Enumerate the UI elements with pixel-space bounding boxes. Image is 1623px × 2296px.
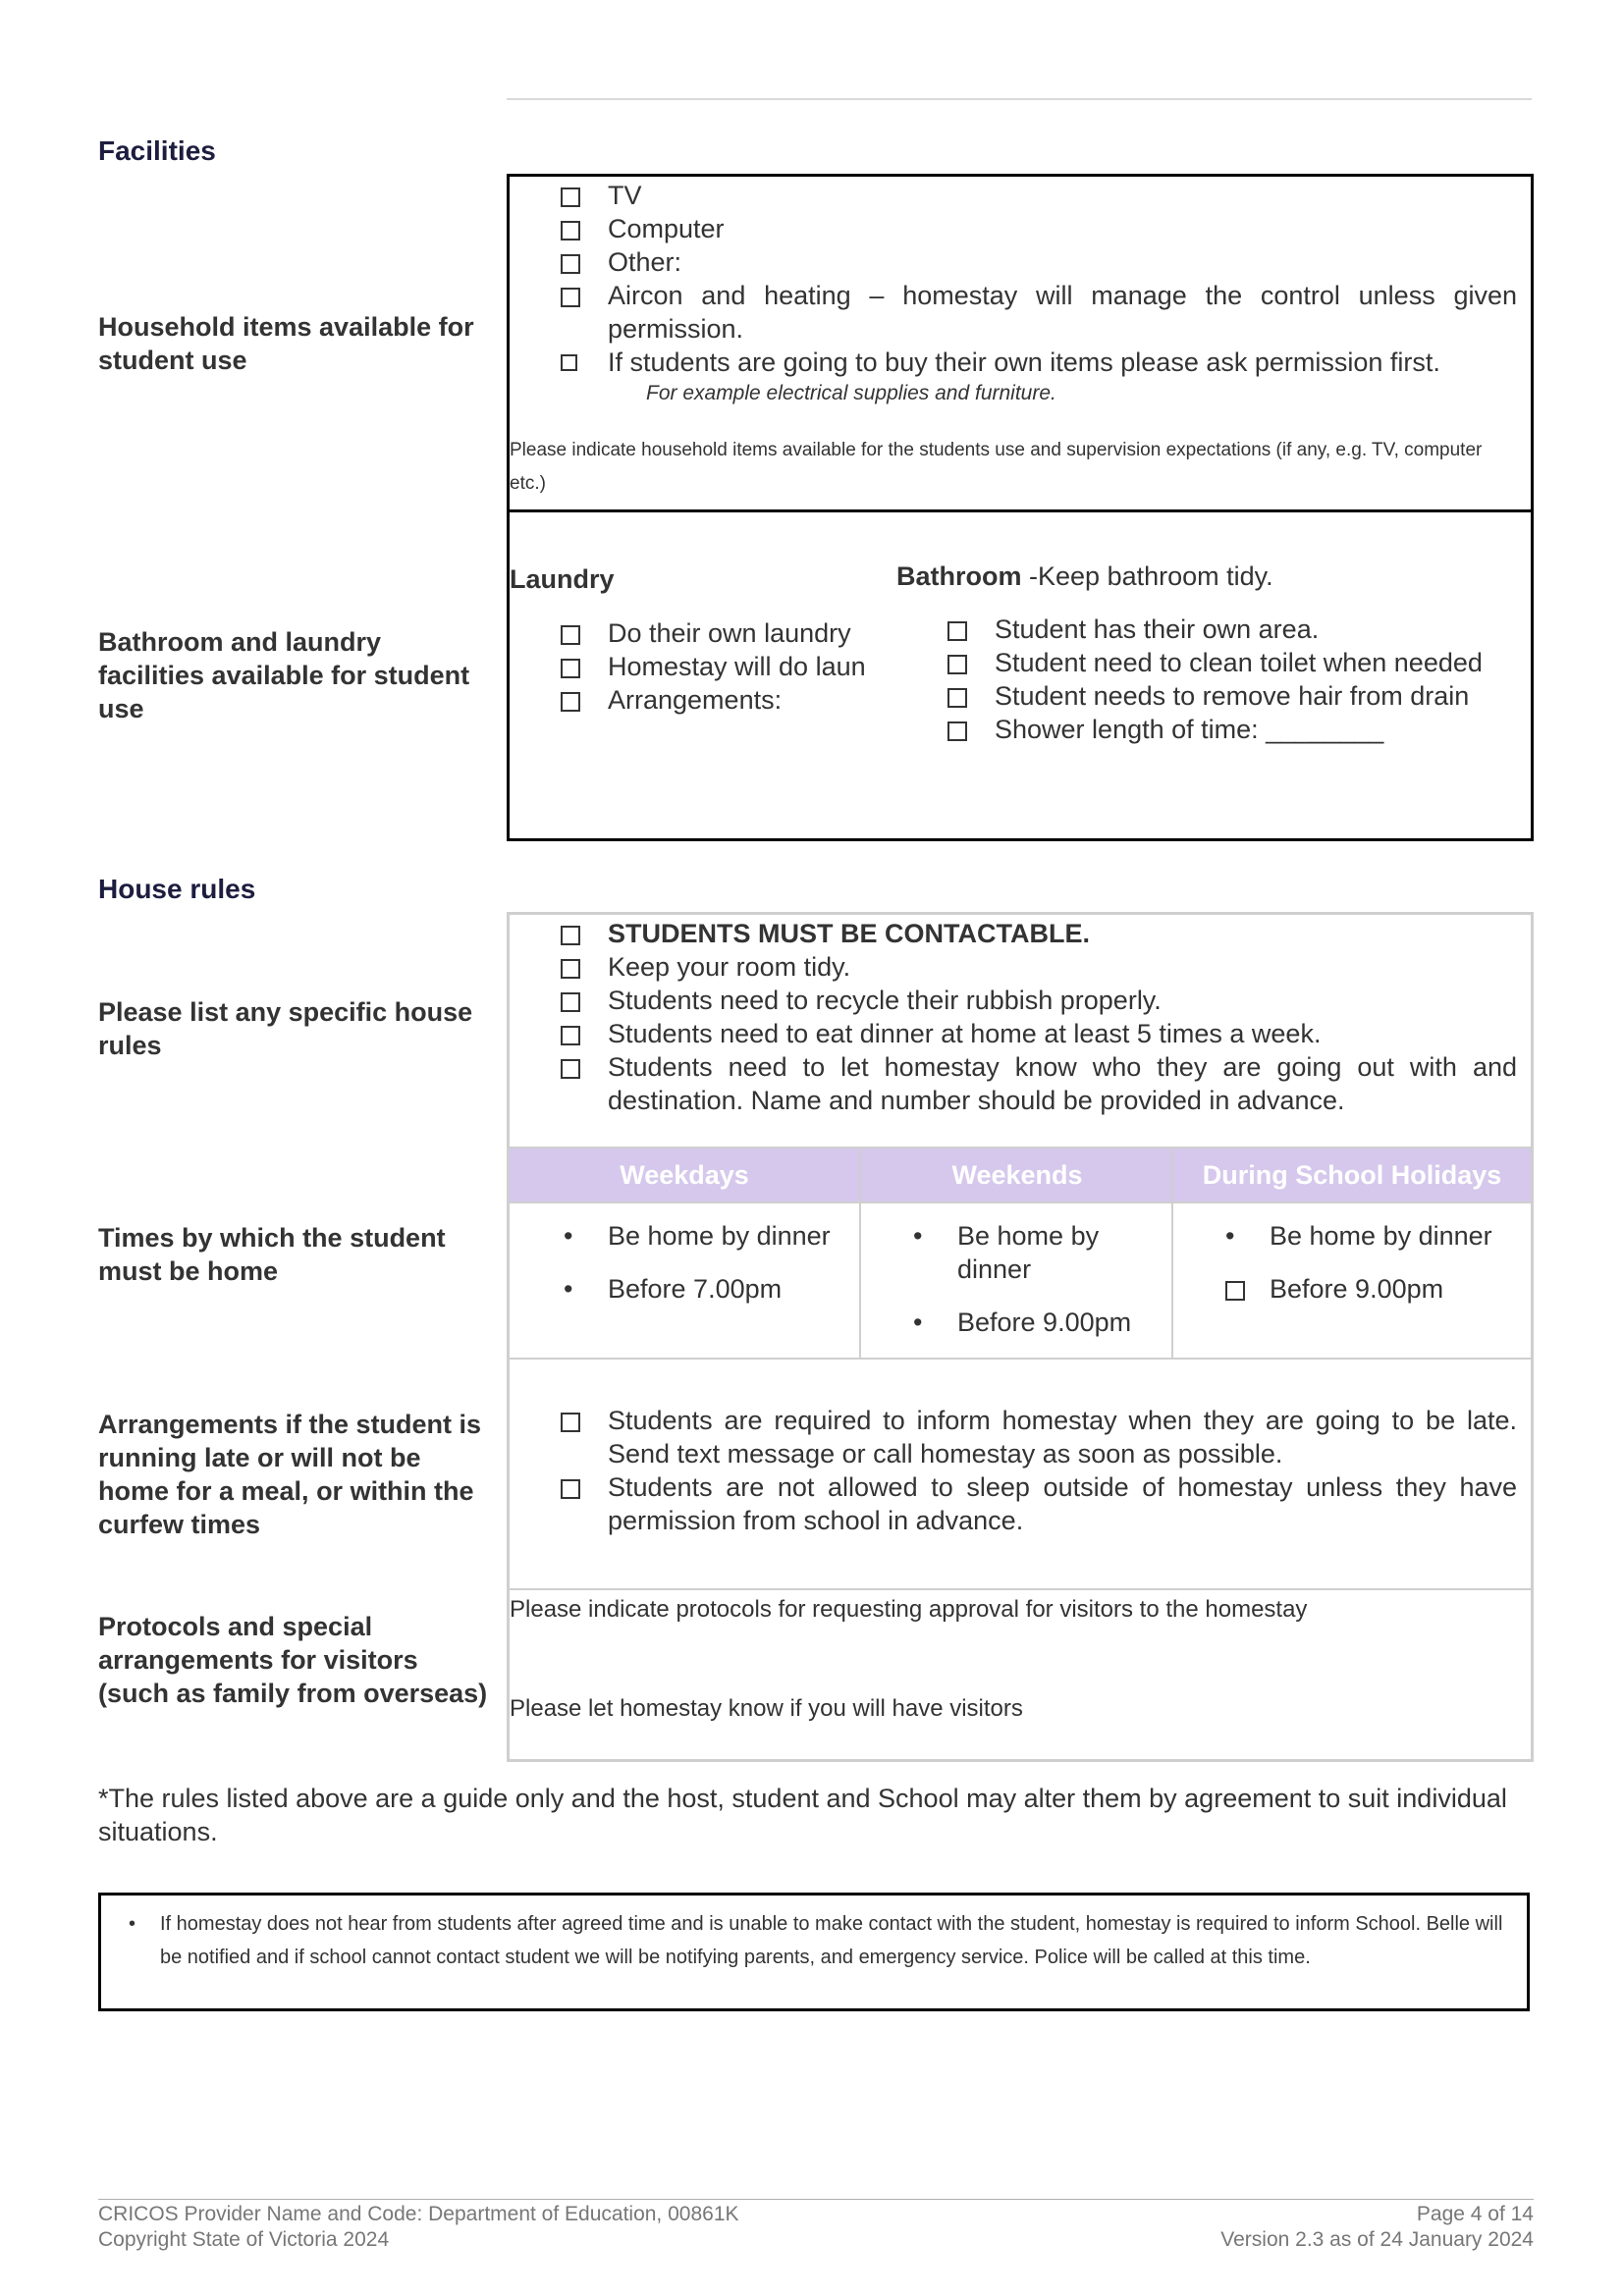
weekdays-cell — [510, 1219, 859, 1306]
laundry-title: Laundry — [510, 564, 615, 594]
list-item: • Before 7.00pm — [564, 1274, 783, 1304]
household-item: Computer — [510, 212, 1517, 245]
bath-laundry-label: Bathroom and laundry facilities available for student use — [98, 627, 470, 723]
bathroom-item: Student need to clean toilet when needed — [896, 646, 1505, 679]
rule-item: Students need to let homestay know who they are going out with and destination. Name and number should be provided in advance. — [510, 1050, 1517, 1117]
checkbox[interactable] — [561, 1479, 580, 1499]
bathroom-item: Student needs to remove hair from drain — [896, 679, 1505, 713]
notice-text: If homestay does not hear from students after agreed time and is unable to make contact with the student, homestay is required to inform School. Belle will be notified and if school cannot contact student we will be notifying parents, and emergency service. Police will be called at this time. — [160, 1913, 1503, 1968]
house-rules-box — [507, 912, 1534, 1762]
laundry-list — [510, 616, 893, 717]
household-label: Household items available for student use — [98, 312, 474, 375]
specific-rules-label: Please list any specific house rules — [98, 997, 473, 1060]
checkbox[interactable] — [561, 1026, 580, 1045]
visitors-answer: Please let homestay know if you will have visitors — [510, 1695, 1023, 1722]
bathroom-item: Student has their own area. — [896, 613, 1505, 646]
checkbox[interactable] — [1225, 1281, 1245, 1301]
list-item: • Be home by dinner — [564, 1221, 831, 1251]
laundry-item: Homestay will do laun — [510, 650, 893, 683]
table-rule — [510, 1358, 1531, 1360]
checkbox[interactable] — [561, 254, 580, 274]
footer-provider: CRICOS Provider Name and Code: Department of Education, 00861K — [98, 2203, 739, 2225]
checkbox[interactable] — [947, 688, 967, 708]
notice-box: • If homestay does not hear from students after agreed time and is unable to make contact with the student, homestay is required to inform School. Belle will be notified and if school cannot contact student we will be notifying parents, and emergency service. Police will be called at this time. — [98, 1893, 1530, 2011]
footer-version: Version 2.3 as of 24 January 2024 — [1220, 2228, 1534, 2251]
checkbox[interactable] — [561, 288, 580, 307]
late-item: Students are not allowed to sleep outside of homestay unless they have permission from school in advance. — [510, 1470, 1517, 1537]
header-weekends: Weekends — [951, 1160, 1083, 1190]
disclaimer: *The rules listed above are a guide only and the host, student and School may alter them by agreement to suit individual situations. — [98, 1784, 1507, 1846]
rule-item: STUDENTS MUST BE CONTACTABLE. — [510, 917, 1517, 950]
list-item: • Be home by dinner — [913, 1221, 1100, 1284]
holidays-cell — [1171, 1219, 1531, 1306]
rules-list — [510, 917, 1517, 1117]
checkbox[interactable] — [947, 621, 967, 641]
list-item: • Be home by dinner — [1225, 1221, 1492, 1251]
household-instruction: Please indicate household items available for the students use and supervision expectations (if any, e.g. TV, computer etc.) — [510, 440, 1483, 494]
checkbox[interactable] — [947, 721, 967, 741]
house-rules-heading: House rules — [98, 874, 256, 904]
footer-copyright: Copyright State of Victoria 2024 — [98, 2228, 390, 2251]
visitors-instruction: Please indicate protocols for requesting approval for visitors to the homestay — [510, 1596, 1308, 1623]
checkbox[interactable] — [561, 959, 580, 979]
footer-page: Page 4 of 14 — [1416, 2203, 1534, 2225]
list-item: • Before 9.00pm — [913, 1308, 1132, 1337]
checkbox[interactable] — [561, 692, 580, 712]
household-items-box — [507, 174, 1534, 512]
checkbox[interactable] — [561, 659, 580, 678]
rule-item: Students need to eat dinner at home at least 5 times a week. — [510, 1017, 1517, 1050]
laundry-item: Do their own laundry — [510, 616, 893, 650]
bathroom-list — [896, 613, 1505, 746]
household-item: TV — [510, 179, 1517, 212]
header-holidays: During School Holidays — [1202, 1160, 1502, 1190]
footer-rule — [98, 2199, 1534, 2200]
weekends-cell — [859, 1219, 1171, 1339]
rule-item: Students need to recycle their rubbish properly. — [510, 984, 1517, 1017]
visitors-label: Protocols and special arrangements for visitors (such as family from overseas) — [98, 1612, 488, 1708]
table-rule — [510, 1588, 1531, 1590]
household-item: If students are going to buy their own items please ask permission first. — [510, 346, 1517, 379]
checkbox[interactable] — [561, 926, 580, 945]
rule-item: Keep your room tidy. — [510, 950, 1517, 984]
late-item: Students are required to inform homestay when they are going to be late. Send text message or call homestay as soon as possible. — [510, 1404, 1517, 1470]
header-weekdays: Weekdays — [620, 1160, 749, 1190]
checkbox[interactable] — [561, 625, 580, 645]
checkbox[interactable] — [561, 187, 580, 207]
checkbox[interactable] — [561, 1059, 580, 1079]
facilities-heading: Facilities — [98, 135, 216, 166]
checkbox[interactable] — [947, 655, 967, 674]
late-list — [510, 1404, 1517, 1537]
laundry-item: Arrangements: — [510, 683, 893, 717]
checkbox[interactable] — [561, 354, 577, 371]
bathroom-item: Shower length of time: ________ — [896, 713, 1505, 746]
checkbox[interactable] — [561, 992, 580, 1012]
bathroom-title: Bathroom — [896, 561, 1022, 591]
bathroom-heading — [896, 561, 1273, 592]
bath-laundry-box — [507, 509, 1534, 841]
household-example: For example electrical supplies and furniture. — [646, 382, 1056, 404]
list-item: Before 9.00pm — [1171, 1272, 1531, 1306]
household-item: Aircon and heating – homestay will manage the control unless given permission. — [510, 279, 1517, 346]
checkbox[interactable] — [561, 1413, 580, 1432]
table-rule — [510, 1201, 1531, 1203]
household-item: Other: — [510, 245, 1517, 279]
header-rule — [507, 98, 1532, 100]
late-label: Arrangements if the student is running late or will not be home for a meal, or within the curfew times — [98, 1410, 482, 1539]
times-label: Times by which the student must be home — [98, 1223, 446, 1286]
household-list — [510, 179, 1517, 379]
bathroom-subtitle: -Keep bathroom tidy. — [1029, 561, 1273, 591]
checkbox[interactable] — [561, 221, 580, 240]
